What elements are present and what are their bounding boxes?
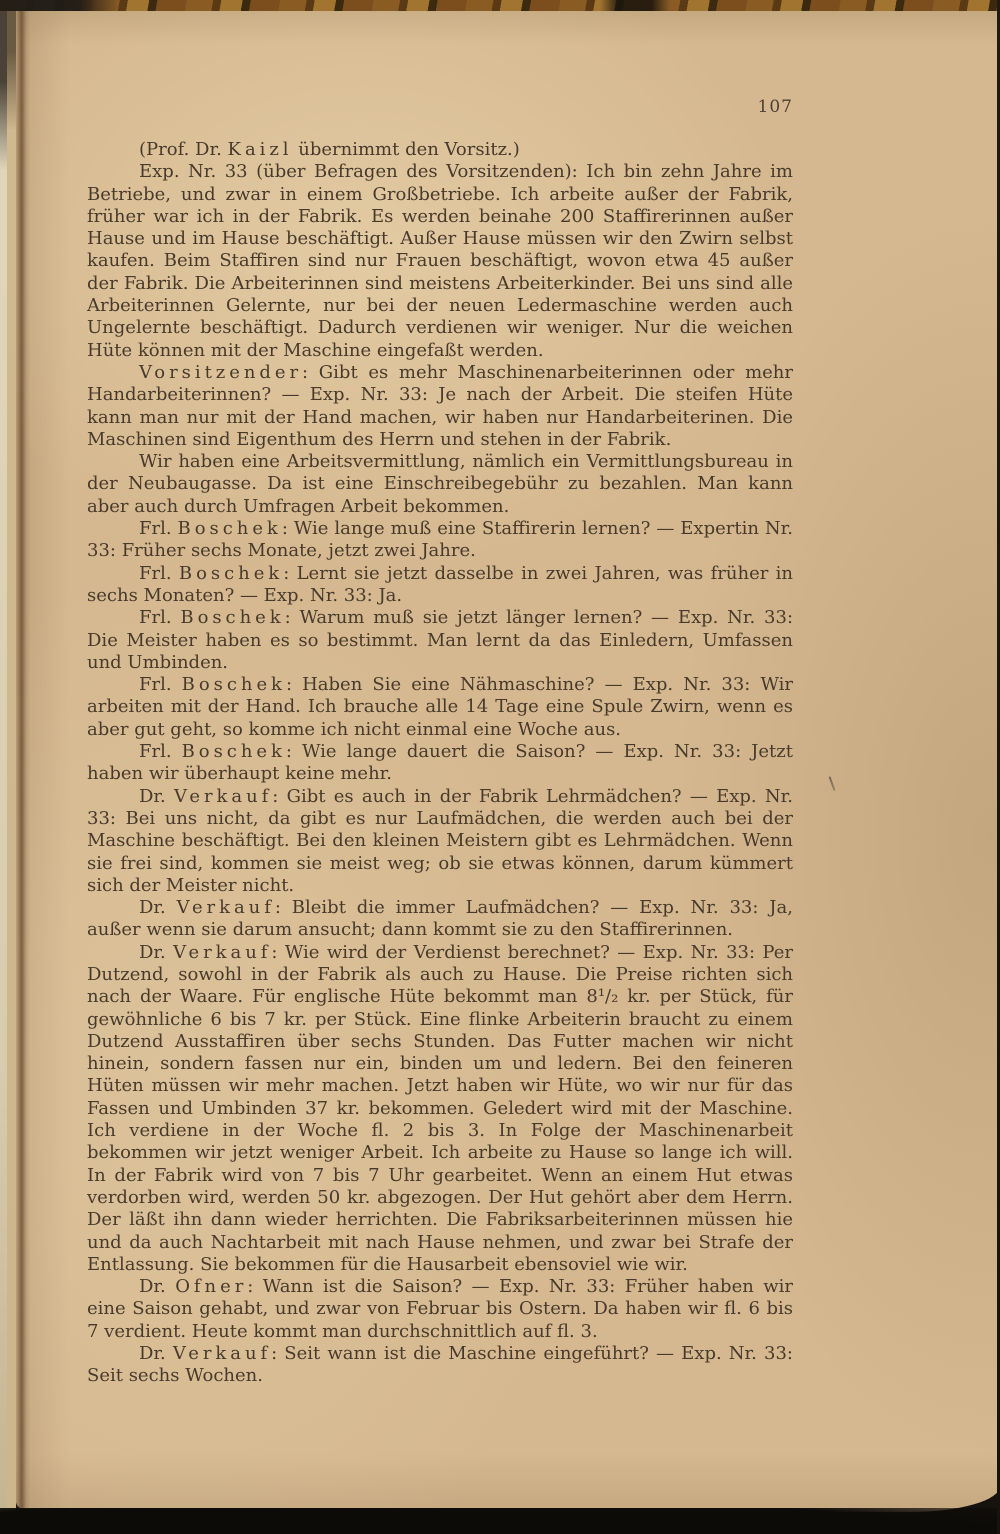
paragraph: Dr. Verkauf: Bleibt die immer Laufmädchen? — Exp. Nr. 33: Ja, außer wenn sie darum ansucht; dann kommt sie zu den Staffirerinnen. — [87, 897, 793, 941]
speaker-name: Verkauf — [173, 941, 272, 963]
speaker-name: Boschek — [178, 562, 284, 584]
speaker-name: Verkauf — [174, 785, 273, 807]
left-page-sliver — [0, 11, 7, 1516]
binding-crease — [16, 11, 30, 1512]
paragraph: Frl. Boschek: Wie lange dauert die Saison? — Exp. Nr. 33: Jetzt haben wir überhaupt keine mehr. — [87, 741, 793, 785]
marbled-top-edge — [0, 0, 1000, 11]
paragraph: Frl. Boschek: Haben Sie eine Nähmaschine? — Exp. Nr. 33: Wir arbeiten mit der Hand. Ich brauche alle 14 Tage eine Spule Zwirn, wenn es aber gut geht, so komme ich nicht einmal eine Woche aus. — [87, 674, 793, 740]
speaker-name: Verkauf — [176, 897, 275, 919]
speaker-name: Vorsitzender — [139, 361, 303, 383]
paragraph: Dr. Ofner: Wann ist die Saison? — Exp. Nr. 33: Früher haben wir eine Saison gehabt, und zwar von Februar bis Ostern. Da haben wir fl. 6 bis 7 verdient. Heute kommt man durchschnittlich auf fl. 3. — [87, 1276, 793, 1342]
speaker-name: Boschek — [181, 674, 286, 696]
paragraph: Dr. Verkauf: Wie wird der Verdienst berechnet? — Exp. Nr. 33: Per Dutzend, sowohl in der Fabrik als auch zu Hause. Die Preise richten sich nach der Waare. Für englische Hüte bekommt man 8¹/₂ kr. per Stück, für gewöhnliche 6 bis 7 kr. per Stück. Eine flinke Arbeiterin braucht zu einem Dutzend Ausstaffiren über sechs Stunden. Das Futter machen wir nicht hinein, sondern fassen nur ein, binden um und ledern. Bei den feineren Hüten müssen wir mehr machen. Jetzt haben wir Hüte, wo wir nur für das Fassen und Umbinden 37 kr. bekommen. Geledert wird mit der Maschine. Ich verdiene in der Woche fl. 2 bis 3. In Folge der Maschinenarbeit bekommen wir jetzt weniger Arbeit. Ich arbeite zu Hause so lange ich will. In der Fabrik wird von 7 bis 7 Uhr gearbeitet. Wenn an einem Hut etwas verdorben wird, werden 50 kr. abgezogen. Der Hut gehört aber dem Herrn. Der läßt ihn dann wieder herrichten. Die Fabriksarbeiterinnen müssen hie und da auch Nachtarbeit mit nach Hause nehmen, und zwar bei Strafe der Entlassung. Sie bekommen für die Hausarbeit ebensoviel wie wir. — [87, 941, 793, 1275]
speaker-name: Boschek — [181, 741, 286, 763]
paragraph: Frl. Boschek: Wie lange muß eine Staffirerin lernen? — Expertin Nr. 33: Früher sechs Monate, jetzt zwei Jahre. — [87, 518, 794, 562]
bottom-shadow — [0, 1508, 1000, 1534]
paragraph: Dr. Verkauf: Seit wann ist die Maschine eingeführt? — Exp. Nr. 33: Seit sechs Wochen. — [87, 1343, 793, 1387]
speaker-name: Boschek — [180, 607, 285, 629]
speaker-name: Kaizl — [227, 139, 293, 160]
book-page — [16, 11, 1000, 1512]
paragraph: Frl. Boschek: Warum muß sie jetzt länger lernen? — Exp. Nr. 33: Die Meister haben es so bestimmt. Man lernt da das Einledern, Umfassen und Umbinden. — [87, 607, 794, 673]
paragraph: (Prof. Dr. Kaizl übernimmt den Vorsitz.) — [139, 139, 520, 160]
paragraph: Dr. Verkauf: Gibt es auch in der Fabrik Lehrmädchen? — Exp. Nr. 33: Bei uns nicht, da gibt es nur Laufmädchen, die werden auch bei der Maschine beschäftigt. Bei den kleinen Meistern gibt es Lehrmädchen. Wenn sie frei sind, kommen sie meist weg; ob sie etwas können, darum kümmert sich der Meister nicht. — [87, 785, 793, 896]
paragraph: Exp. Nr. 33 (über Befragen des Vorsitzenden): Ich bin zehn Jahre im Betriebe, und zwar in einem Großbetriebe. Ich arbeite außer der Fabrik, früher war ich in der Fabrik. Es werden beinahe 200 Staffirerinnen außer Hause und im Hause beschäftigt. Außer Hause müssen wir den Zwirn selbst kaufen. Beim Staffiren sind nur Frauen beschäftigt, wovon etwa 45 außer der Fabrik. Die Arbeiterinnen sind meistens Arbeiterkinder. Bei uns sind alle Arbeiterinnen Gelernte, nur bei der neuen Ledermaschine werden auch Ungelernte beschäftigt. Dadurch verdienen wir weniger. Nur die weichen Hüte können mit der Maschine eingefaßt werden. — [87, 161, 793, 361]
page-text — [87, 139, 793, 1388]
speaker-name: Ofner — [175, 1276, 248, 1298]
pen-stroke-mark — [829, 776, 836, 791]
page-number: 107 — [757, 97, 793, 117]
speaker-name: Verkauf — [172, 1343, 272, 1365]
speaker-name: Boschek — [177, 518, 282, 540]
paragraph: Wir haben eine Arbeitsvermittlung, nämlich ein Vermittlungsbureau in der Neubaugasse. Da ist eine Einschreibegebühr zu bezahlen. Man kann aber auch durch Umfragen Arbeit bekommen. — [87, 451, 793, 517]
paragraph: Frl. Boschek: Lernt sie jetzt dasselbe in zwei Jahren, was früher in sechs Monaten? — Exp. Nr. 33: Ja. — [87, 562, 794, 606]
paragraph: Vorsitzender: Gibt es mehr Maschinenarbeiterinnen oder mehr Handarbeiterinnen? — Exp. Nr. 33: Je nach der Arbeit. Die steifen Hüte kann man nur mit der Hand machen, wir haben nur Handarbeiterinen. Die Maschinen sind Eigenthum des Herrn und stehen in der Fabrik. — [87, 361, 793, 450]
left-underpage-edge — [7, 11, 16, 1512]
